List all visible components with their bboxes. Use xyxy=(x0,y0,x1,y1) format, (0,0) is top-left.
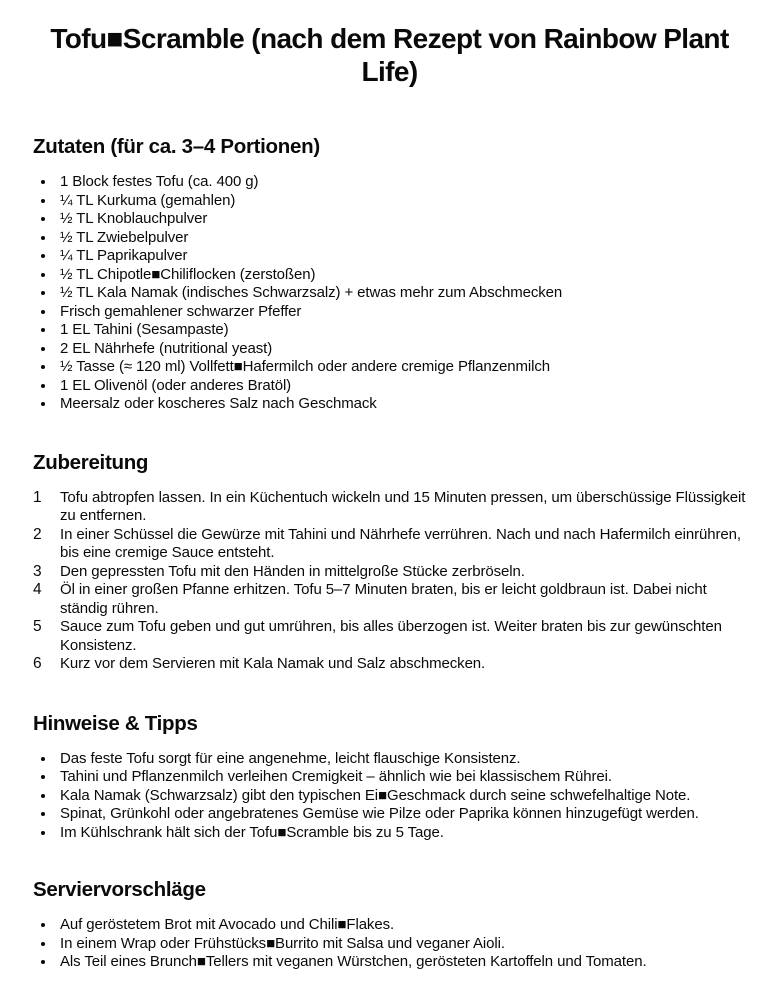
step-item xyxy=(33,618,746,655)
bullet-icon xyxy=(41,775,45,779)
bullet-icon xyxy=(41,960,45,964)
list-item xyxy=(33,173,746,192)
bullet-icon xyxy=(41,310,45,314)
bullet-icon xyxy=(41,365,45,369)
ingredient-text: ¼ TL Kurkuma (gemahlen) xyxy=(60,191,236,209)
bullet-icon xyxy=(41,254,45,258)
list-item xyxy=(33,229,746,248)
list-item xyxy=(33,953,746,972)
step-item xyxy=(33,526,746,563)
ingredients-list xyxy=(33,173,746,414)
step-text: Öl in einer großen Pfanne erhitzen. Tofu 5–7 Minuten braten, bis er leicht goldbraun ist. Dabei nicht ständig rühren. xyxy=(60,581,707,617)
bullet-icon xyxy=(41,291,45,295)
bullet-icon xyxy=(41,757,45,761)
ingredient-text: Frisch gemahlener schwarzer Pfeffer xyxy=(60,302,302,320)
bullet-icon xyxy=(41,384,45,388)
serving-text: Auf geröstetem Brot mit Avocado und Chili■Flakes. xyxy=(60,916,395,933)
step-item xyxy=(33,489,746,526)
serving-suggestions-list xyxy=(33,916,746,972)
list-item xyxy=(33,192,746,211)
ingredient-text: Meersalz oder koscheres Salz nach Geschmack xyxy=(60,395,377,412)
tip-text: Kala Namak (Schwarzsalz) gibt den typischen Ei■Geschmack durch seine schwefelhaltige Note. xyxy=(60,786,691,804)
section-heading-serviervorschlaege: Serviervorschläge xyxy=(33,878,206,901)
bullet-icon xyxy=(41,347,45,351)
step-text: In einer Schüssel die Gewürze mit Tahini und Nährhefe verrühren. Nach und nach Hafermilch einrühren, bis eine cremige Sauce entsteht. xyxy=(60,525,741,561)
list-item xyxy=(33,210,746,229)
step-number: 6 xyxy=(33,655,42,672)
step-text: Tofu abtropfen lassen. In ein Küchentuch wickeln und 15 Minuten pressen, um überschüssige Flüssigkeit zu entfernen. xyxy=(60,488,746,524)
ingredient-text: ½ TL Zwiebelpulver xyxy=(60,228,189,246)
bullet-icon xyxy=(41,180,45,184)
ingredient-text: 1 EL Olivenöl (oder anderes Bratöl) xyxy=(60,376,292,394)
bullet-icon xyxy=(41,199,45,203)
bullet-icon xyxy=(41,794,45,798)
step-item xyxy=(33,563,746,582)
step-number: 1 xyxy=(33,488,42,506)
step-text: Den gepressten Tofu mit den Händen in mittelgroße Stücke zerbröseln. xyxy=(60,562,525,580)
tips-list xyxy=(33,750,746,843)
step-item xyxy=(33,655,746,674)
preparation-steps-list xyxy=(33,489,746,674)
tip-text: Das feste Tofu sorgt für eine angenehme, leicht flauschige Konsistenz. xyxy=(60,749,521,767)
bullet-icon xyxy=(41,328,45,332)
list-item xyxy=(33,321,746,340)
ingredient-text: 2 EL Nährhefe (nutritional yeast) xyxy=(60,339,273,357)
step-text: Sauce zum Tofu geben und gut umrühren, bis alles überzogen ist. Weiter braten bis zur gewünschten Konsistenz. xyxy=(60,618,722,654)
section-heading-zubereitung: Zubereitung xyxy=(33,450,149,474)
bullet-icon xyxy=(41,273,45,277)
bullet-icon xyxy=(41,942,45,946)
list-item xyxy=(33,768,746,787)
section-heading-hinweise: Hinweise & Tipps xyxy=(33,711,198,735)
ingredient-text: ½ TL Knoblauchpulver xyxy=(60,210,208,227)
step-number: 4 xyxy=(33,581,42,598)
list-item xyxy=(33,787,746,806)
bullet-icon xyxy=(41,831,45,835)
list-item xyxy=(33,935,746,954)
bullet-icon xyxy=(41,923,45,927)
serving-text: Als Teil eines Brunch■Tellers mit veganen Würstchen, gerösteten Kartoffeln und Tomaten. xyxy=(60,953,647,970)
page-title: Tofu■Scramble (nach dem Rezept von Rainbow Plant Life) xyxy=(50,23,729,87)
list-item xyxy=(33,824,746,843)
list-item xyxy=(33,358,746,377)
bullet-icon xyxy=(41,812,45,816)
ingredient-text: ½ TL Kala Namak (indisches Schwarzsalz) + etwas mehr zum Abschmecken xyxy=(60,284,563,301)
list-item xyxy=(33,377,746,396)
list-item xyxy=(33,805,746,824)
list-item xyxy=(33,284,746,303)
tip-text: Tahini und Pflanzenmilch verleihen Cremigkeit – ähnlich wie bei klassischem Rührei. xyxy=(60,768,612,785)
tip-text: Spinat, Grünkohl oder angebratenes Gemüse wie Pilze oder Paprika können hinzugefügt werden. xyxy=(60,805,699,822)
ingredient-text: ½ TL Chipotle■Chiliflocken (zerstoßen) xyxy=(60,265,316,283)
tip-text: Im Kühlschrank hält sich der Tofu■Scramble bis zu 5 Tage. xyxy=(60,823,444,841)
step-item xyxy=(33,581,746,618)
ingredient-text: ½ Tasse (≈ 120 ml) Vollfett■Hafermilch oder andere cremige Pflanzenmilch xyxy=(60,358,551,375)
list-item xyxy=(33,340,746,359)
bullet-icon xyxy=(41,217,45,221)
bullet-icon xyxy=(41,402,45,406)
ingredient-text: 1 Block festes Tofu (ca. 400 g) xyxy=(60,173,259,190)
list-item xyxy=(33,266,746,285)
ingredient-text: 1 EL Tahini (Sesampaste) xyxy=(60,321,229,338)
list-item xyxy=(33,247,746,266)
step-number: 3 xyxy=(33,562,42,580)
bullet-icon xyxy=(41,236,45,240)
list-item xyxy=(33,395,746,414)
step-number: 2 xyxy=(33,525,42,543)
ingredient-text: ¼ TL Paprikapulver xyxy=(60,247,188,264)
serving-text: In einem Wrap oder Frühstücks■Burrito mit Salsa und veganer Aioli. xyxy=(60,934,505,952)
step-number: 5 xyxy=(33,618,42,635)
list-item xyxy=(33,750,746,769)
list-item xyxy=(33,916,746,935)
section-heading-zutaten: Zutaten (für ca. 3–4 Portionen) xyxy=(33,135,320,158)
list-item xyxy=(33,303,746,322)
step-text: Kurz vor dem Servieren mit Kala Namak und Salz abschmecken. xyxy=(60,655,486,672)
